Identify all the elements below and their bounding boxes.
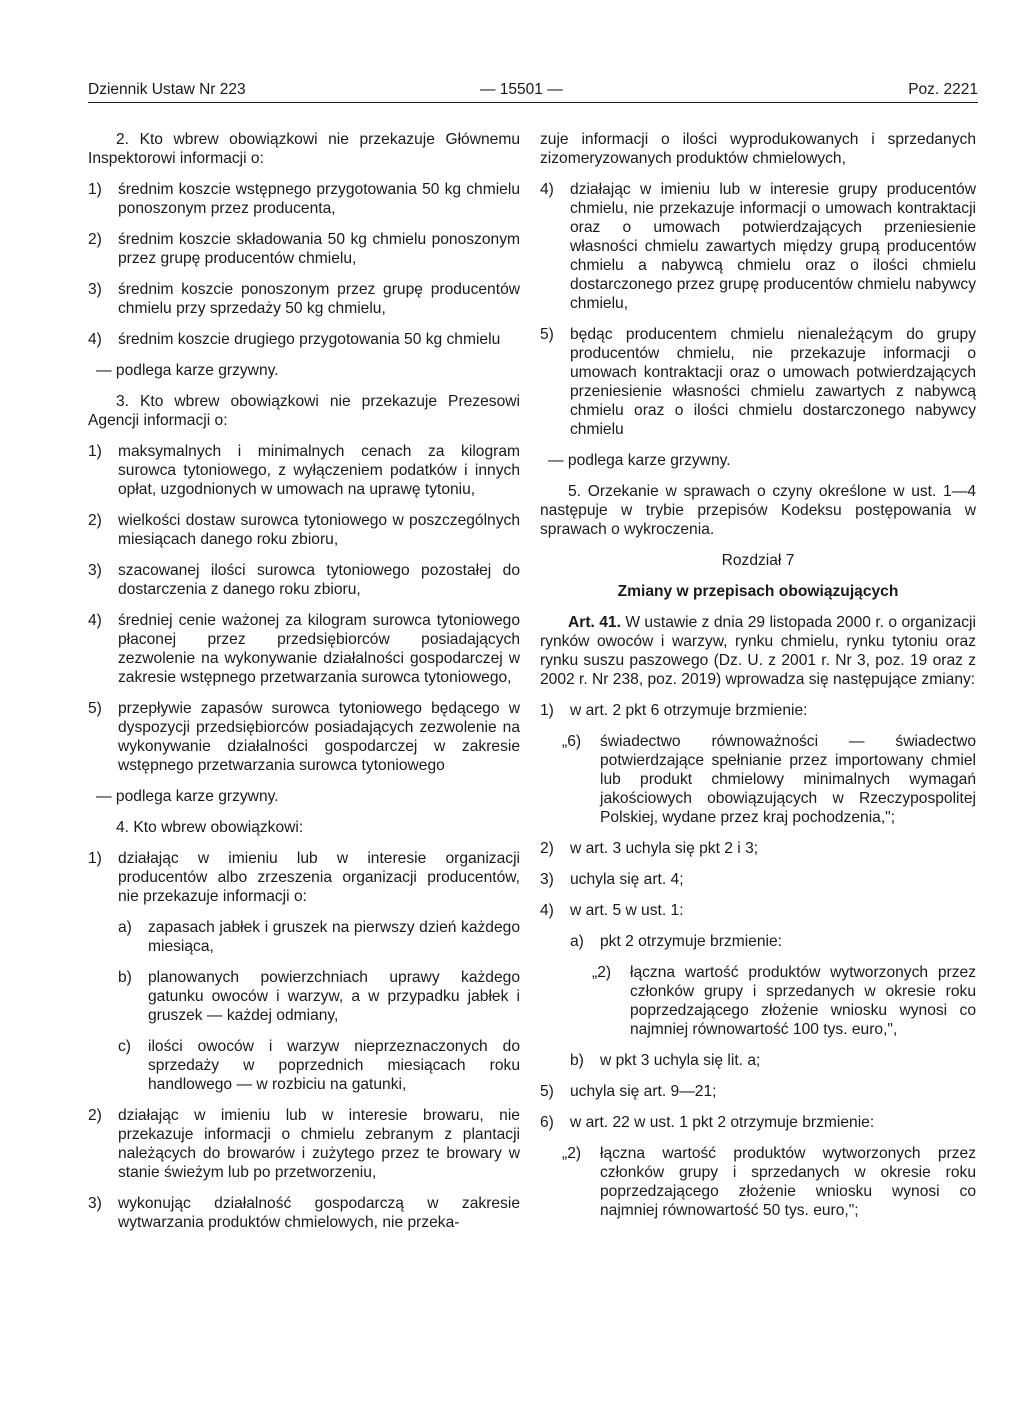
right-column <box>540 130 976 1220</box>
chapter-title: Zmiany w przepisach obowiązujących <box>617 583 899 600</box>
sub-item: b) planowanych powierzchniach uprawy każdego gatunku owoców i warzyw, a w przypadku jabłek i gruszek — każdej odmiany, <box>118 969 520 1024</box>
list-item: 1) działając w imieniu lub w interesie organizacji producentów albo zrzeszenia organizacji producentów, nie przekazuje informacji o: <box>88 850 520 905</box>
section-3-intro: 3. Kto wbrew obowiązkowi nie przekazuje Prezesowi Agencji informacji o: <box>88 393 520 429</box>
section-2-intro: 2. Kto wbrew obowiązkowi nie przekazuje Głównemu Inspektorowi informacji o: <box>88 131 520 167</box>
quoted-text: „2) łączna wartość produktów wytworzonych przez członków grupy i sprzedanych w okresie roku poprzedzającego złożenie wniosku wynosi co najmniej równowartość 50 tys. euro,"; <box>562 1145 976 1219</box>
journal-title: Dziennik Ustaw Nr 223 <box>88 81 246 98</box>
list-item: 2) w art. 3 uchyla się pkt 2 i 3; <box>540 840 759 857</box>
sub-item: b) w pkt 3 uchyla się lit. a; <box>570 1052 761 1069</box>
penalty-text: — podlega karze grzywny. <box>96 788 279 805</box>
quoted-text: „6) świadectwo równoważności — świadectwo potwierdzające spełnianie przez importowany chmiel lub produkt chmielowy minimalnych wymagań jakościowych obowiązujących w Rzeczypospolitej Polskiej, wydane przez kraj pochodzenia,"; <box>562 733 976 826</box>
page-header <box>88 80 978 103</box>
penalty-text: — podlega karze grzywny. <box>548 452 731 469</box>
article-41: Art. 41. W ustawie z dnia 29 listopada 2000 r. o organizacji rynków owoców i warzyw, rynku chmielu, rynku tytoniu oraz rynku suszu paszowego (Dz. U. z 2001 r. Nr 3, poz. 19 oraz z 2002 r. Nr 238, poz. 2019) wprowadza się następujące zmiany: <box>540 614 976 688</box>
list-item: 5) będąc producentem chmielu nienależącym do grupy producentów chmielu, nie przekazuje informacji o umowach kontraktacji oraz o umowach potwierdzających przeniesienie własności chmielu zawartych z nabywcą chmielu oraz o ilości chmielu dostarczonego nabywcy chmielu <box>540 326 976 438</box>
article-label: Art. 41. <box>568 614 621 631</box>
list-item: 2) działając w imieniu lub w interesie browaru, nie przekazuje informacji o chmielu zebranym z plantacji należących do browarów i zużytego przez te browary w stanie świeżym lub po przetworzeniu, <box>88 1107 520 1181</box>
sub-item: a) zapasach jabłek i gruszek na pierwszy dzień każdego miesiąca, <box>118 919 520 955</box>
section-5: 5. Orzekanie w sprawach o czyny określone w ust. 1—4 następuje w trybie przepisów Kodeksu postępowania w sprawach o wykroczenia. <box>540 483 976 538</box>
list-item: 1) maksymalnych i minimalnych cenach za kilogram surowca tytoniowego, z wyłączeniem podatków i innych opłat, uzgodnionych w umowach na uprawę tytoniu, <box>88 443 520 498</box>
list-item: 1) średnim koszcie wstępnego przygotowania 50 kg chmielu ponoszonym przez producenta, <box>88 181 520 217</box>
continued-text: zuje informacji o ilości wyprodukowanych i sprzedanych zizomeryzowanych produktów chmielowych, <box>540 131 976 167</box>
penalty-text: — podlega karze grzywny. <box>96 362 279 379</box>
list-item: 4) średniej cenie ważonej za kilogram surowca tytoniowego płaconej przez przedsiębiorców posiadających zezwolenie na wykonywanie działalności gospodarczej w zakresie wstępnego przetwarzania surowca tytoniowego, <box>88 612 520 686</box>
list-item: 4) w art. 5 w ust. 1: <box>540 902 684 919</box>
chapter-heading: Rozdział 7 <box>721 552 795 569</box>
list-item: 4) średnim koszcie drugiego przygotowania 50 kg chmielu <box>88 331 501 348</box>
quoted-text: „2) łączna wartość produktów wytworzonych przez członków grupy i sprzedanych w okresie roku poprzedzającego złożenie wniosku wynosi co najmniej równowartość 100 tys. euro,", <box>592 964 976 1038</box>
list-item: 3) szacowanej ilości surowca tytoniowego pozostałej do dostarczenia z danego roku zbioru, <box>88 562 520 598</box>
list-item: 3) uchyla się art. 4; <box>540 871 684 888</box>
list-item: 5) uchyla się art. 9—21; <box>540 1083 717 1100</box>
sub-item: c) ilości owoców i warzyw nieprzeznaczonych do sprzedaży w poprzednich miesiącach roku handlowego — w rozbiciu na gatunki, <box>118 1038 520 1093</box>
list-item: 1) w art. 2 pkt 6 otrzymuje brzmienie: <box>540 702 808 719</box>
section-4-intro: 4. Kto wbrew obowiązkowi: <box>116 819 304 836</box>
list-item: 3) wykonując działalność gospodarczą w zakresie wytwarzania produktów chmielowych, nie przeka- <box>88 1195 520 1231</box>
sub-item: a) pkt 2 otrzymuje brzmienie: <box>570 933 782 950</box>
page-number: — 15501 — <box>480 81 563 98</box>
list-item: 2) wielkości dostaw surowca tytoniowego w poszczególnych miesiącach danego roku zbioru, <box>88 512 520 548</box>
position-number: Poz. 2221 <box>908 81 978 98</box>
list-item: 3) średnim koszcie ponoszonym przez grupę producentów chmielu przy sprzedaży 50 kg chmielu, <box>88 281 520 317</box>
list-item: 6) w art. 22 w ust. 1 pkt 2 otrzymuje brzmienie: <box>540 1114 875 1131</box>
list-item: 5) przepływie zapasów surowca tytoniowego będącego w dyspozycji przedsiębiorców posiadających zezwolenie na wykonywanie działalności gospodarczej w zakresie wstępnego przetwarzania surowca tytoniowego <box>88 700 520 774</box>
list-item: 2) średnim koszcie składowania 50 kg chmielu ponoszonym przez grupę producentów chmielu, <box>88 231 520 267</box>
list-item: 4) działając w imieniu lub w interesie grupy producentów chmielu, nie przekazuje informacji o umowach kontraktacji oraz o umowach potwierdzających przeniesienie własności chmielu zawartych między grupą producentów chmielu a nabywcą chmielu oraz o ilości chmielu dostarczonego przez grupę producentów chmielu nabywcy chmielu, <box>540 181 976 312</box>
left-column <box>88 130 520 1232</box>
